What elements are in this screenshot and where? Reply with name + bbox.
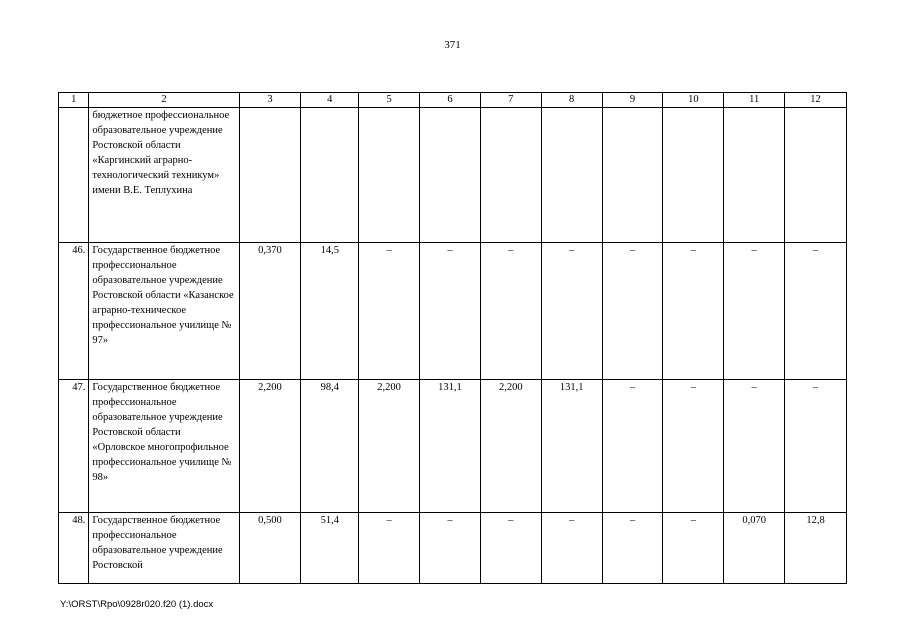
table-row [59,243,847,380]
cell-col11 [724,108,785,243]
cell-col5: 2,200 [359,380,420,513]
cell-col4: 98,4 [301,380,359,513]
table-row [59,108,847,243]
institution-name: Государственное бюджетное профессиональное образовательное учреждение Ростовской области «Орловское многопрофильное профессиональное училище № 98» [89,380,239,513]
cell-col11: 0,070 [724,513,785,584]
cell-col7: – [480,243,541,380]
cell-col4: 14,5 [301,243,359,380]
row-number: 48. [59,513,89,584]
cell-col9: – [602,380,663,513]
cell-col8: – [541,513,602,584]
table-row [59,380,847,513]
cell-col7 [480,108,541,243]
cell-col10: – [663,513,724,584]
institution-name: Государственное бюджетное профессиональное образовательное учреждение Ростовской области «Казанское аграрно-техническое профессиональное училище № 97» [89,243,239,380]
cell-col7: 2,200 [480,380,541,513]
cell-col8 [541,108,602,243]
row-number: 47. [59,380,89,513]
header-cell-2: 2 [89,93,239,108]
cell-col11: – [724,380,785,513]
cell-col7: – [480,513,541,584]
header-cell-8: 8 [541,93,602,108]
header-cell-10: 10 [663,93,724,108]
cell-col3: 0,500 [239,513,301,584]
cell-col4 [301,108,359,243]
page-number: 371 [444,39,461,51]
institution-name: Государственное бюджетное профессиональное образовательное учреждение Ростовской [89,513,239,584]
cell-col3: 0,370 [239,243,301,380]
cell-col6: – [420,513,481,584]
cell-col9: – [602,243,663,380]
cell-col5: – [359,243,420,380]
cell-col5 [359,108,420,243]
cell-col8: – [541,243,602,380]
header-cell-3: 3 [239,93,301,108]
cell-col9 [602,108,663,243]
row-number: 46. [59,243,89,380]
cell-col6 [420,108,481,243]
data-table [58,92,847,584]
cell-col5: – [359,513,420,584]
row-number [59,108,89,243]
cell-col8: 131,1 [541,380,602,513]
header-cell-11: 11 [724,93,785,108]
cell-col10 [663,108,724,243]
header-cell-7: 7 [480,93,541,108]
header-cell-4: 4 [301,93,359,108]
cell-col6: – [420,243,481,380]
footer-file-path: Y:\ORST\Rpo\0928r020.f20 (1).docx [60,599,214,610]
cell-col11: – [724,243,785,380]
cell-col12 [785,108,847,243]
cell-col4: 51,4 [301,513,359,584]
cell-col10: – [663,380,724,513]
header-cell-6: 6 [420,93,481,108]
table-row [59,513,847,584]
header-cell-5: 5 [359,93,420,108]
cell-col12: – [785,243,847,380]
cell-col12: – [785,380,847,513]
header-cell-12: 12 [785,93,847,108]
cell-col3: 2,200 [239,380,301,513]
cell-col9: – [602,513,663,584]
institution-name: бюджетное профессиональное образовательное учреждение Ростовской области «Каргинский аграрно-технологический техникум» имени В.Е. Теплухина [89,108,239,243]
header-cell-1: 1 [59,93,89,108]
header-cell-9: 9 [602,93,663,108]
cell-col6: 131,1 [420,380,481,513]
header-row [59,93,847,108]
cell-col12: 12,8 [785,513,847,584]
cell-col3 [239,108,301,243]
cell-col10: – [663,243,724,380]
